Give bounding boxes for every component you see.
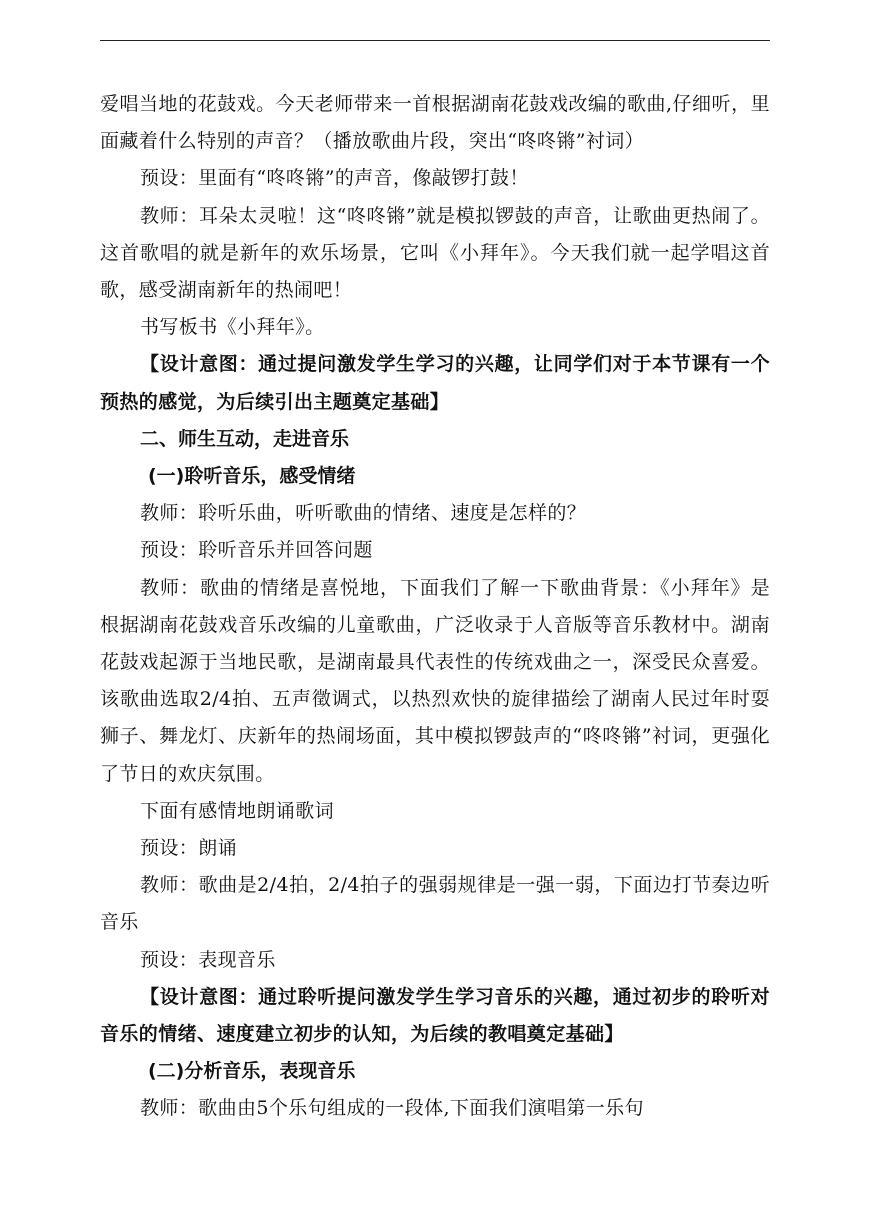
paragraph-teacher-2: 教师：聆听乐曲，听听歌曲的情绪、速度是怎样的？ (140, 502, 587, 525)
paragraph-preset-3: 预设：朗诵 (140, 837, 238, 860)
header-rule (100, 40, 770, 41)
subsection-heading-2 (100, 1053, 770, 1090)
design-intent-1: 【设计意图：通过提问激发学生学习的兴趣，让同学们对于本节课有一个预热的感觉，为后续引出主题奠定基础】 (100, 353, 770, 413)
paragraph-preset-1: 预设：里面有“咚咚锵”的声音，像敲锣打鼓！ (140, 167, 529, 190)
paragraph-recite: 下面有感情地朗诵歌词 (140, 799, 335, 822)
paragraph-preset-4: 预设：表现音乐 (140, 948, 276, 971)
paragraph-teacher-5: 教师：歌曲由5个乐句组成的一段体,下面我们演唱第一乐句 (140, 1097, 644, 1120)
section-heading-2: 二、师生互动，走进音乐 (140, 427, 350, 450)
subsection-heading-1-text: (一)聆听音乐，感受情绪 (148, 465, 356, 488)
subsection-heading-1 (100, 458, 770, 495)
document-body (100, 86, 770, 1128)
paragraph-teacher-4: 教师：歌曲是2/4拍，2/4拍子的强弱规律是一强一弱，下面边打节奏边听音乐 (100, 874, 770, 934)
subsection-heading-2-text: (二)分析音乐，表现音乐 (148, 1060, 356, 1083)
paragraph-teacher-1: 教师：耳朵太灵啦！这“咚咚锵”就是模拟锣鼓的声音，让歌曲更热闹了。这首歌唱的就是新年的欢乐场景，它叫《小拜年》。今天我们就一起学唱这首歌，感受湖南新年的热闹吧！ (100, 204, 770, 302)
design-intent-2: 【设计意图：通过聆听提问激发学生学习音乐的兴趣，通过初步的聆听对音乐的情绪、速度建立初步的认知，为后续的教唱奠定基础】 (100, 985, 770, 1046)
paragraph-teacher-3: 教师：歌曲的情绪是喜悦地，下面我们了解一下歌曲背景：《小拜年》是根据湖南花鼓戏音乐改编的儿童歌曲，广泛收录于人音版等音乐教材中。湖南花鼓戏起源于当地民歌，是湖南最具代表性的传统戏曲之一，深受民众喜爱。该歌曲选取2/4拍、五声徵调式，以热烈欢快的旋律描绘了湖南人民过年时耍狮子、舞龙灯、庆新年的热闹场面，其中模拟锣鼓声的“咚咚锵”衬词，更强化了节日的欢庆氛围。 (100, 576, 770, 785)
paragraph-preset-2: 预设：聆听音乐并回答问题 (140, 539, 373, 562)
paragraph-board-writing: 书写板书《小拜年》。 (140, 316, 325, 339)
paragraph-intro: 爱唱当地的花鼓戏。今天老师带来一首根据湖南花鼓戏改编的歌曲,仔细听，里面藏着什么特别的声音？（播放歌曲片段，突出“咚咚锵”衬词） (100, 93, 770, 153)
